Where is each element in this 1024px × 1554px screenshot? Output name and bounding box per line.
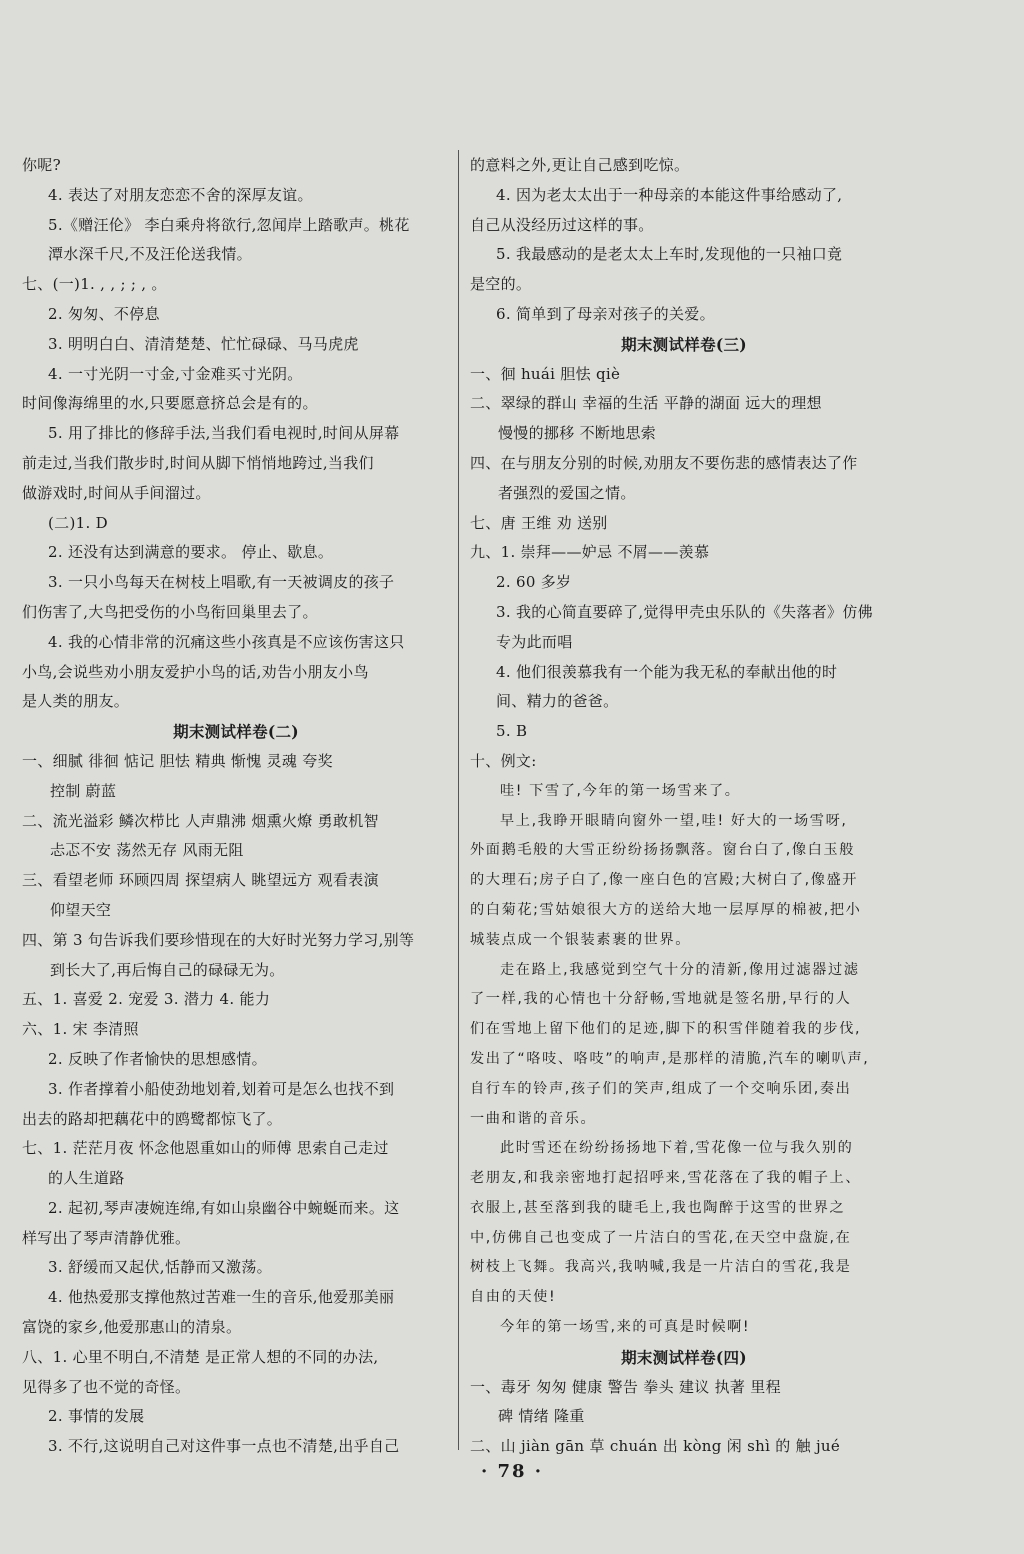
answer-line: 4. 他热爱那支撑他熬过苦难一生的音乐,他爱那美丽 [48, 1288, 395, 1307]
section-title: 期末测试样卷(三) [621, 334, 747, 354]
answer-line: 自由的天使! [470, 1289, 557, 1306]
answer-line: 的白菊花;雪姑娘很大方的送给大地一层厚厚的棉被,把小 [470, 901, 862, 918]
answer-line: (二)1. D [48, 513, 108, 532]
section-title: 期末测试样卷(四) [621, 1347, 747, 1367]
answer-line: 一曲和谐的音乐。 [470, 1110, 597, 1127]
answer-line: 5. 用了排比的修辞手法,当我们看电视时,时间从屏幕 [48, 424, 400, 443]
section-title: 期末测试样卷(二) [173, 722, 299, 742]
answer-line: 仰望天空 [50, 900, 112, 919]
answer-line: 早上,我睁开眼睛向窗外一望,哇! 好大的一场雪呀, [500, 812, 848, 829]
answer-line: 七、1. 茫茫月夜 怀念他恩重如山的师傅 思索自己走过 [22, 1139, 389, 1158]
answer-line: 自行车的铃声,孩子们的笑声,组成了一个交响乐团,奏出 [470, 1080, 852, 1097]
answer-line: 城装点成一个银装素裹的世界。 [470, 931, 692, 948]
answer-line: 样写出了琴声清静优雅。 [22, 1228, 191, 1247]
answer-line: 3. 作者撑着小船使劲地划着,划着可是怎么也找不到 [48, 1079, 395, 1098]
answer-line: 衣服上,甚至落到我的睫毛上,我也陶醉于这雪的世界之 [470, 1199, 846, 1216]
answer-line: 4. 因为老太太出于一种母亲的本能这件事给感动了, [496, 185, 843, 204]
answer-line: 六、1. 宋 李清照 [22, 1020, 139, 1039]
answer-line: 做游戏时,时间从手间溜过。 [22, 483, 211, 502]
answer-line: 2. 事情的发展 [48, 1407, 145, 1426]
answer-line: 见得多了也不觉的奇怪。 [22, 1377, 191, 1396]
right-column [470, 151, 898, 1462]
answer-line: 二、山 jiàn gān 草 chuán 出 kòng 闲 shì 的 触 jué [470, 1437, 841, 1456]
answer-line: 4. 一寸光阴一寸金,寸金难买寸光阴。 [48, 364, 303, 383]
answer-line: 一、毒牙 匆匆 健康 警告 拳头 建议 执著 里程 [470, 1377, 781, 1396]
left-column [22, 151, 450, 1462]
answer-line: 者强烈的爱国之情。 [498, 483, 636, 502]
answer-line: 八、1. 心里不明白,不清楚 是正常人想的不同的办法, [22, 1347, 379, 1366]
answer-line: 4. 他们很羡慕我有一个能为我无私的奉献出他的时 [496, 662, 838, 681]
answer-line: 3. 舒缓而又起伏,恬静而又激荡。 [48, 1258, 272, 1277]
answer-line: 3. 一只小鸟每天在树枝上唱歌,有一天被调皮的孩子 [48, 573, 395, 592]
answer-line: 十、例文: [470, 751, 537, 770]
answer-line: 前走过,当我们散步时,时间从脚下悄悄地跨过,当我们 [22, 453, 374, 472]
answer-line: 5. B [496, 722, 528, 741]
answer-line: 是人类的朋友。 [22, 692, 130, 711]
answer-line: 树枝上飞舞。我高兴,我呐喊,我是一片洁白的雪花,我是 [470, 1259, 852, 1276]
answer-line: 2. 反映了作者愉快的思想感情。 [48, 1049, 267, 1068]
answer-line: 到长大了,再后悔自己的碌碌无为。 [50, 960, 285, 979]
answer-line: 专为此而唱 [496, 632, 573, 651]
answer-line: 中,仿佛自己也变成了一片洁白的雪花,在天空中盘旋,在 [470, 1229, 852, 1246]
answer-line: 慢慢的挪移 不断地思索 [498, 424, 657, 443]
answer-line: 3. 不行,这说明自己对这件事一点也不清楚,出乎自己 [48, 1437, 400, 1456]
answer-line: 的意料之外,更让自己感到吃惊。 [470, 156, 690, 174]
answer-line: 3. 我的心简直要碎了,觉得甲壳虫乐队的《失落者》仿佛 [496, 602, 873, 621]
answer-line: 3. 明明白白、清清楚楚、忙忙碌碌、马马虎虎 [48, 334, 359, 353]
answer-line: 四、在与朋友分别的时候,劝朋友不要伤悲的感情表达了作 [470, 453, 858, 472]
answer-line: 碑 情绪 隆重 [498, 1407, 585, 1426]
answer-line: 发出了“咯吱、咯吱”的响声,是那样的清脆,汽车的喇叭声, [470, 1050, 870, 1067]
column-divider [458, 150, 459, 1450]
answer-line: 二、翠绿的群山 幸福的生活 平静的湖面 远大的理想 [470, 394, 822, 413]
answer-line: 了一样,我的心情也十分舒畅,雪地就是签名册,早行的人 [470, 991, 852, 1008]
answer-line: 5.《赠汪伦》 李白乘舟将欲行,忽闻岸上踏歌声。桃花 [48, 215, 410, 234]
answer-line: 自己从没经历过这样的事。 [470, 215, 654, 234]
answer-line: 6. 简单到了母亲对孩子的关爱。 [496, 304, 715, 323]
answer-line: 外面鹅毛般的大雪正纷纷扬扬飘落。窗台白了,像白玉般 [470, 842, 856, 859]
answer-line: 5. 我最感动的是老太太上车时,发现他的一只袖口竟 [496, 245, 843, 264]
answer-line: 七、(一)1. , , ; ; , 。 [22, 275, 167, 294]
answer-line: 一、徊 huái 胆怯 qiè [470, 364, 621, 383]
answer-line: 小鸟,会说些劝小朋友爱护小鸟的话,劝告小朋友小鸟 [22, 662, 369, 681]
answer-line: 此时雪还在纷纷扬扬地下着,雪花像一位与我久别的 [500, 1140, 854, 1157]
answer-line: 七、唐 王维 劝 送别 [470, 513, 608, 532]
answer-line: 的人生道路 [48, 1169, 125, 1188]
answer-line: 2. 起初,琴声凄婉连绵,有如山泉幽谷中蜿蜒而来。这 [48, 1198, 400, 1217]
answer-line: 潭水深千尺,不及汪伦送我情。 [48, 245, 252, 264]
answer-line: 间、精力的爸爸。 [496, 692, 619, 711]
answer-line: 2. 还没有达到满意的要求。 停止、歇息。 [48, 543, 334, 562]
page-number: · 78 · [480, 1461, 544, 1482]
answer-line: 是空的。 [470, 275, 532, 294]
answer-line: 出去的路却把藕花中的鸥鹭都惊飞了。 [22, 1109, 283, 1128]
answer-line: 2. 匆匆、不停息 [48, 304, 160, 323]
answer-line: 4. 我的心情非常的沉痛这些小孩真是不应该伤害这只 [48, 632, 405, 651]
answer-line: 们在雪地上留下他们的足迹,脚下的积雪伴随着我的步伐, [470, 1021, 862, 1038]
answer-line: 时间像海绵里的水,只要愿意挤总会是有的。 [22, 394, 318, 413]
answer-line: 一、细腻 徘徊 惦记 胆怯 精典 惭愧 灵魂 夸奖 [22, 751, 333, 770]
answer-line: 哇! 下雪了,今年的第一场雪来了。 [500, 782, 741, 799]
answer-line: 2. 60 多岁 [496, 573, 572, 592]
answer-line: 五、1. 喜爱 2. 宠爱 3. 潜力 4. 能力 [22, 990, 271, 1009]
answer-line: 们伤害了,大鸟把受伤的小鸟衔回巢里去了。 [22, 602, 318, 621]
answer-line: 控制 蔚蓝 [50, 781, 117, 800]
answer-line: 三、看望老师 环顾四周 探望病人 眺望远方 观看表演 [22, 871, 379, 890]
answer-line: 老朋友,和我亲密地打起招呼来,雪花落在了我的帽子上、 [470, 1170, 862, 1187]
answer-line: 二、流光溢彩 鳞次栉比 人声鼎沸 烟熏火燎 勇敢机智 [22, 811, 379, 830]
answer-line: 今年的第一场雪,来的可真是时候啊! [500, 1319, 751, 1336]
answer-line: 你呢? [22, 156, 61, 174]
answer-line: 四、第 3 句告诉我们要珍惜现在的大好时光努力学习,别等 [22, 930, 415, 949]
answer-line: 走在路上,我感觉到空气十分的清新,像用过滤器过滤 [500, 961, 860, 978]
answer-line: 忐忑不安 荡然无存 风雨无阻 [50, 841, 244, 860]
answer-line: 4. 表达了对朋友恋恋不舍的深厚友谊。 [48, 185, 313, 204]
answer-line: 的大理石;房子白了,像一座白色的宫殿;大树白了,像盛开 [470, 872, 859, 889]
answer-line: 富饶的家乡,他爱那惠山的清泉。 [22, 1318, 242, 1337]
answer-line: 九、1. 崇拜——妒忌 不屑——羡慕 [470, 543, 710, 562]
